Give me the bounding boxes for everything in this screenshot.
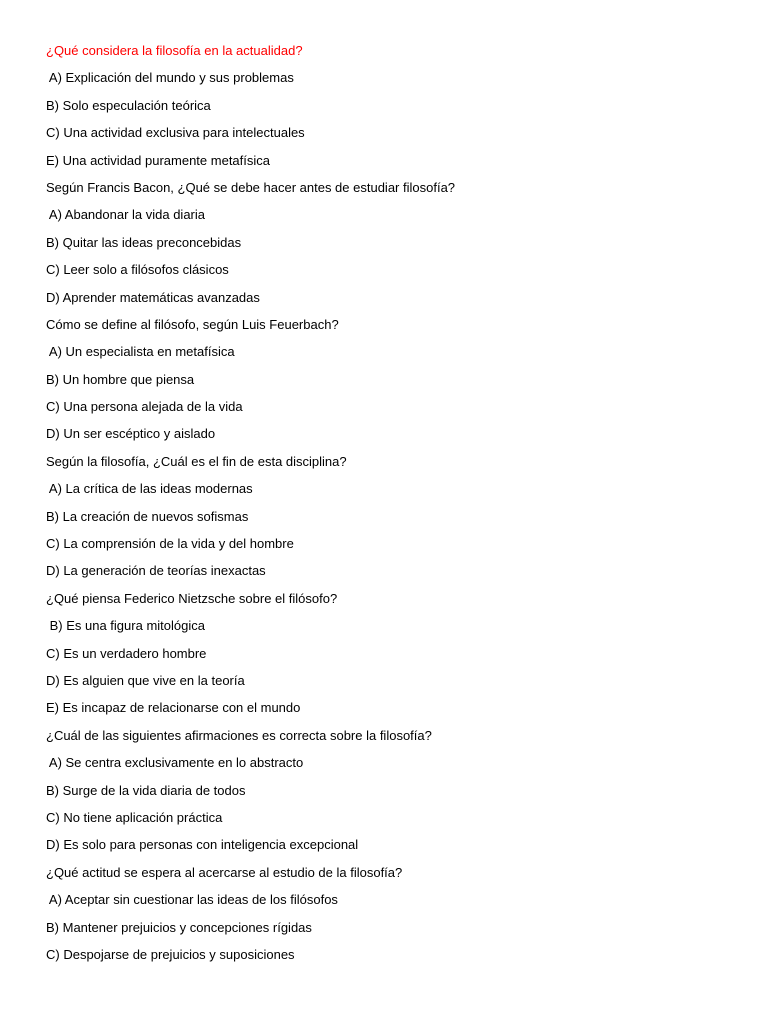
answer-option: B) La creación de nuevos sofismas bbox=[46, 508, 249, 524]
question-text: ¿Qué considera la filosofía en la actualidad? bbox=[46, 43, 303, 58]
answer-option: B) Un hombre que piensa bbox=[46, 371, 195, 387]
answer-option: A) Se centra exclusivamente en lo abstracto bbox=[46, 755, 304, 771]
answer-option: E) Es incapaz de relacionarse con el mundo bbox=[46, 700, 301, 716]
answer-option: A) Abandonar la vida diaria bbox=[46, 207, 205, 223]
answer-option: D) Un ser escéptico y aislado bbox=[46, 426, 216, 442]
question-text: Según Francis Bacon, ¿Qué se debe hacer antes de estudiar filosofía? bbox=[46, 179, 456, 195]
question-text: ¿Qué actitud se espera al acercarse al estudio de la filosofía? bbox=[46, 864, 403, 880]
answer-option: B) Mantener prejuicios y concepciones rígidas bbox=[46, 919, 312, 935]
answer-option: B) Surge de la vida diaria de todos bbox=[46, 782, 246, 798]
answer-option: A) Un especialista en metafísica bbox=[46, 344, 235, 360]
answer-option: C) No tiene aplicación práctica bbox=[46, 809, 223, 825]
answer-option: B) Es una figura mitológica bbox=[46, 618, 205, 634]
answer-option: A) Explicación del mundo y sus problemas bbox=[46, 70, 294, 86]
answer-option: A) Aceptar sin cuestionar las ideas de los filósofos bbox=[46, 892, 338, 908]
answer-option: C) Leer solo a filósofos clásicos bbox=[46, 262, 229, 278]
answer-option: C) Despojarse de prejuicios y suposiciones bbox=[46, 946, 295, 962]
question-text: ¿Cuál de las siguientes afirmaciones es correcta sobre la filosofía? bbox=[46, 727, 432, 743]
answer-option: B) Solo especulación teórica bbox=[46, 97, 211, 113]
question-text: ¿Qué piensa Federico Nietzsche sobre el filósofo? bbox=[46, 590, 338, 606]
answer-option: E) Una actividad puramente metafísica bbox=[46, 152, 270, 168]
document-page bbox=[46, 42, 726, 973]
answer-option: A) La crítica de las ideas modernas bbox=[46, 481, 253, 497]
answer-option: D) La generación de teorías inexactas bbox=[46, 563, 266, 579]
answer-option: D) Aprender matemáticas avanzadas bbox=[46, 289, 260, 305]
question-text: Cómo se define al filósofo, según Luis Feuerbach? bbox=[46, 316, 339, 332]
answer-option: C) La comprensión de la vida y del hombre bbox=[46, 536, 294, 552]
answer-option: B) Quitar las ideas preconcebidas bbox=[46, 234, 242, 250]
answer-option: C) Una actividad exclusiva para intelectuales bbox=[46, 125, 305, 141]
answer-option: D) Es alguien que vive en la teoría bbox=[46, 672, 245, 688]
question-text: Según la filosofía, ¿Cuál es el fin de esta disciplina? bbox=[46, 453, 347, 469]
answer-option: C) Es un verdadero hombre bbox=[46, 645, 207, 661]
answer-option: D) Es solo para personas con inteligencia excepcional bbox=[46, 837, 359, 853]
answer-option: C) Una persona alejada de la vida bbox=[46, 399, 243, 415]
